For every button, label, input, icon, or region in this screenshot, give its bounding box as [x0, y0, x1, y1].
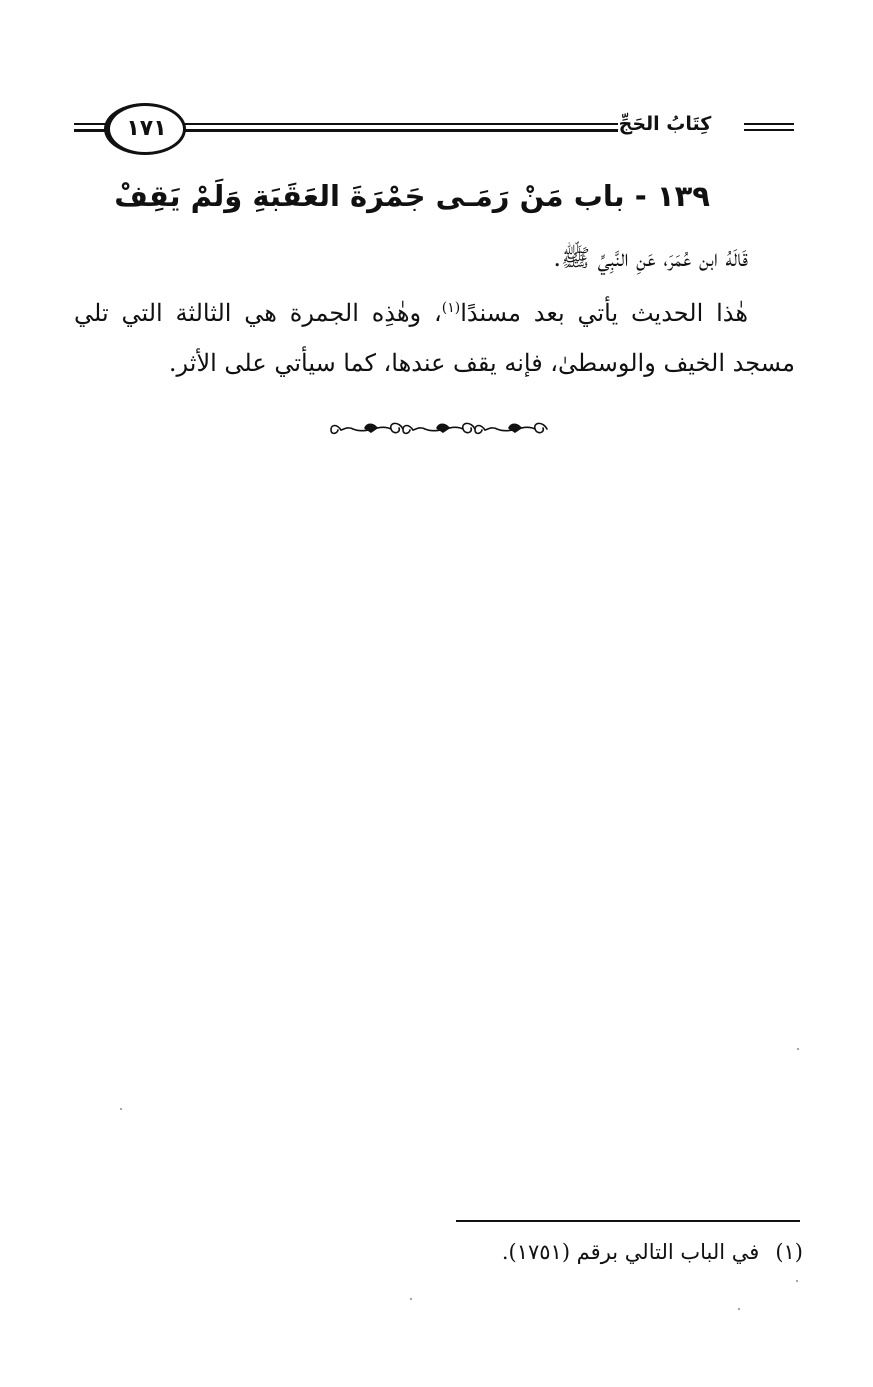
- page-number-frame: [104, 103, 186, 155]
- scan-speck: [796, 1280, 798, 1282]
- ornament-segment-right: [475, 423, 547, 433]
- scan-speck: [797, 1048, 799, 1050]
- footnote-1: [502, 1236, 803, 1268]
- header-rule-right-top: [744, 123, 794, 125]
- header-rule-middle-top: [184, 123, 618, 125]
- scan-speck: [410, 1298, 412, 1300]
- header-rule-right-bottom: [744, 129, 794, 131]
- scan-speck: [738, 1308, 740, 1310]
- ornament-segment-middle: [403, 423, 475, 433]
- footnote-text: في الباب التالي برقم (١٧٥١).: [501, 1240, 760, 1264]
- scan-speck: [120, 1108, 122, 1110]
- body-line-2: مسجد الخيف والوسطىٰ، فإنه يقف عندها، كما سيأتي على الأثر.: [168, 349, 795, 377]
- narration-line: قَالَهُ ابن عُمَرَ، عَنِ النَّبِيِّ ﷺ.: [553, 244, 748, 272]
- header-rule-middle-bottom: [184, 129, 618, 132]
- footnote-reference: (١): [441, 300, 461, 316]
- page-number: ١٧١: [126, 116, 167, 141]
- ornament-divider-icon: [325, 418, 551, 440]
- body-line-1-end: ، وهٰذِه الجمرة هي الثالثة التي تلي: [74, 299, 442, 327]
- ornament-segment-left: [331, 423, 403, 433]
- body-line-1-start: هٰذا الحديث يأتي بعد مسندًا: [460, 299, 749, 327]
- header-rule-left-bottom: [74, 129, 108, 132]
- body-line-1: [74, 293, 748, 333]
- footnote-separator: [456, 1220, 800, 1222]
- chapter-heading: ١٣٩ - باب مَنْ رَمَـى جَمْرَةَ العَقَبَةِ وَلَمْ يَقِفْ: [114, 179, 710, 213]
- footnote-marker: (١): [775, 1240, 803, 1264]
- header-rule-left-top: [74, 123, 108, 125]
- book-title: كِتَابُ الحَجِّ: [618, 113, 712, 135]
